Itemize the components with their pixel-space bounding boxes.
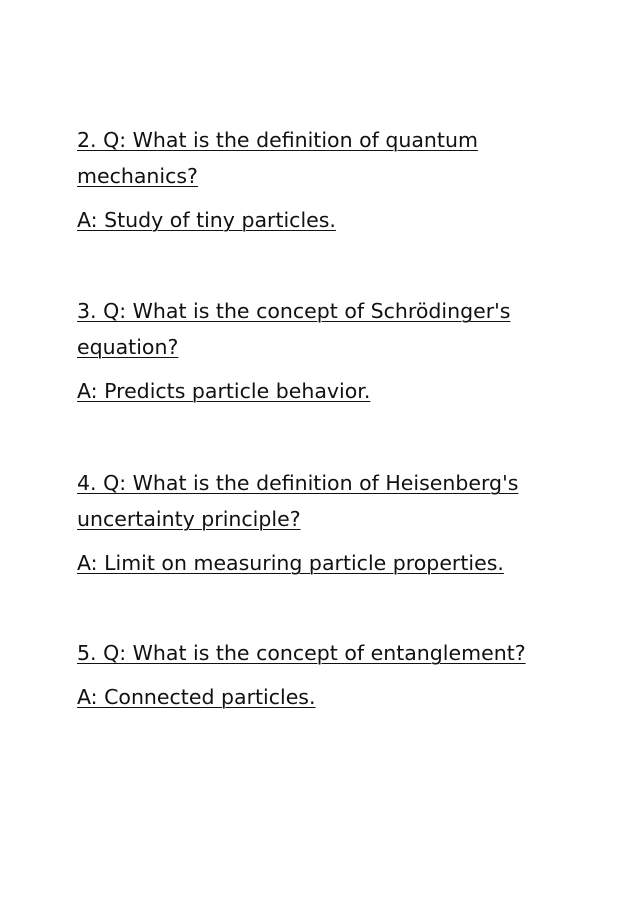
question-text: 5. Q: What is the concept of entanglement?	[77, 641, 526, 665]
qa-item	[77, 635, 577, 715]
answer-text: A: Limit on measuring particle properties.	[77, 551, 504, 575]
question-text: 2. Q: What is the definition of quantum mechanics?	[77, 128, 478, 188]
answer-text: A: Connected particles.	[77, 685, 316, 709]
answer-text: A: Study of tiny particles.	[77, 208, 336, 232]
answer-text: A: Predicts particle behavior.	[77, 379, 371, 403]
qa-item	[77, 465, 577, 581]
question-text: 4. Q: What is the definition of Heisenberg's uncertainty principle?	[77, 471, 519, 531]
question-text: 3. Q: What is the concept of Schrödinger's equation?	[77, 299, 511, 359]
qa-item	[77, 293, 577, 409]
qa-item	[77, 122, 577, 238]
